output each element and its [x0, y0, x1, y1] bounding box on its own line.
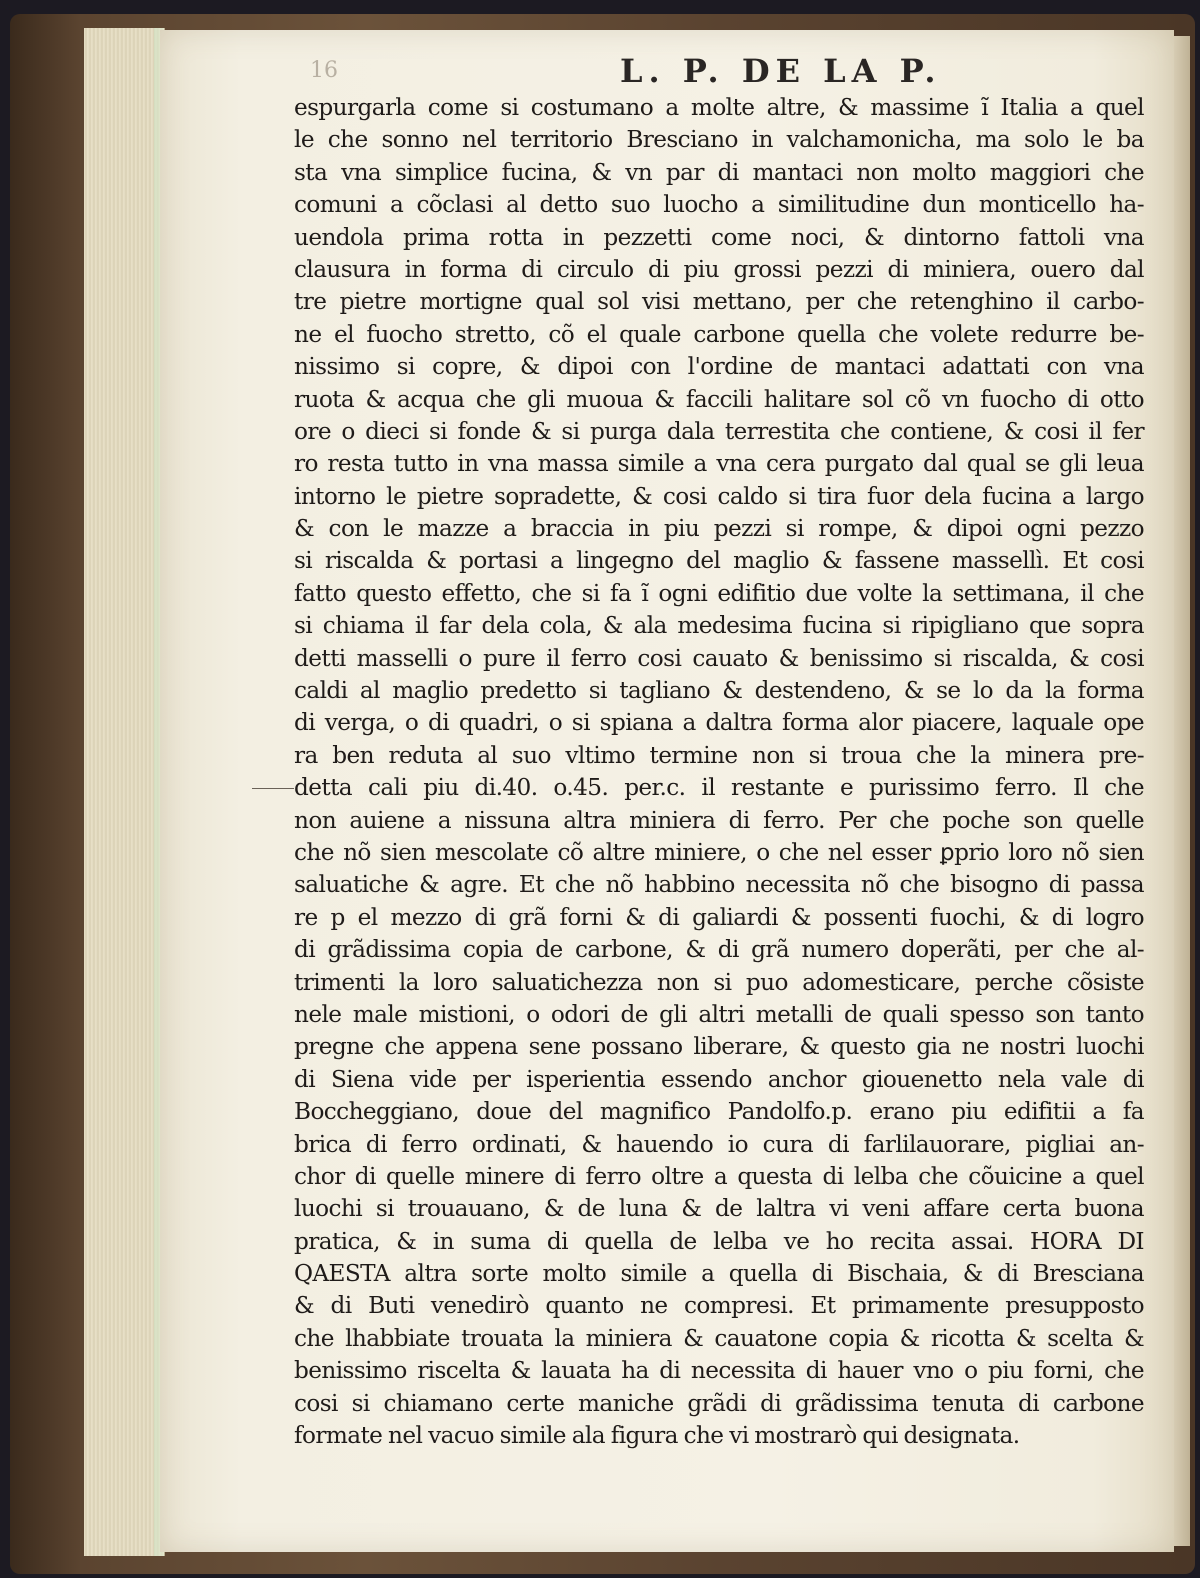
- text-line: trimenti la loro saluatichezza non si puo adomesticare, perche cõsiste: [294, 968, 1144, 996]
- text-line: di Siena vide per isperientia essendo anchor giouenetto nela vale di: [294, 1065, 1144, 1093]
- text-line: formate nel vacuo simile ala figura che vi mostrarò qui designata.: [294, 1422, 1020, 1450]
- text-line: pregne che appena sene possano liberare, & questo gia ne nostri luochi: [294, 1033, 1144, 1061]
- text-line: & con le mazze a braccia in piu pezzi si rompe, & dipoi ogni pezzo: [294, 515, 1144, 543]
- text-line: che lhabbiate trouata la miniera & cauatone copia & ricotta & scelta &: [294, 1324, 1144, 1352]
- text-line: nele male mistioni, o odori de gli altri metalli de quali spesso son tanto: [294, 1000, 1144, 1028]
- text-line: cosi si chiamano certe maniche grãdi di grãdissima tenuta di carbone: [294, 1389, 1144, 1417]
- text-line: ore o dieci si fonde & si purga dala terrestita che contiene, & cosi il fer: [294, 417, 1144, 445]
- text-line: ro resta tutto in vna massa simile a vna cera purgato dal qual se gli leua: [294, 450, 1144, 478]
- text-line: le che sonno nel territorio Bresciano in valchamonicha, ma solo le ba: [294, 126, 1144, 154]
- text-line: nissimo si copre, & dipoi con l'ordine de mantaci adattati con vna: [294, 353, 1144, 381]
- text-line: di verga, o di quadri, o si spiana a daltra forma alor piacere, laquale ope: [294, 709, 1144, 737]
- text-line: saluatiche & agre. Et che nõ habbino necessita nõ che bisogno di passa: [294, 871, 1144, 899]
- text-line: di grãdissima copia de carbone, & di grã numero doperãti, per che al-: [294, 936, 1144, 964]
- text-line: caldi al maglio predetto si tagliano & destendeno, & se lo da la forma: [294, 677, 1144, 705]
- text-line: fatto questo effetto, che si fa ĩ ogni edifitio due volte la settimana, il che: [294, 579, 1144, 607]
- text-line: si riscalda & portasi a lingegno del maglio & fassene massellì. Et cosi: [294, 547, 1144, 575]
- text-line: comuni a cõclasi al detto suo luocho a similitudine dun monticello ha-: [294, 191, 1144, 219]
- page-header: [290, 52, 1150, 92]
- margin-mark: [252, 788, 294, 789]
- text-line: re p el mezzo di grã forni & di galiardi & possenti fuochi, & di logro: [294, 903, 1144, 931]
- text-line: clausura in forma di circulo di piu grossi pezzi di miniera, ouero dal: [294, 255, 1144, 283]
- text-line: detta cali piu di.40. o.45. per.c. il restante e purissimo ferro. Il che: [294, 774, 1144, 802]
- text-line: Boccheggiano, doue del magnifico Pandolfo.p. erano piu edifitii a fa: [294, 1098, 1144, 1126]
- text-line: detti masselli o pure il ferro cosi cauato & benissimo si riscalda, & cosi: [294, 644, 1144, 672]
- text-line: ne el fuocho stretto, cõ el quale carbone quella che volete redurre be-: [294, 320, 1144, 348]
- page-edges: [84, 28, 165, 1556]
- text-line: ruota & acqua che gli muoua & faccili halitare sol cõ vn fuocho di otto: [294, 385, 1144, 413]
- text-line: si chiama il far dela cola, & ala medesima fucina si ripigliano que sopra: [294, 612, 1144, 640]
- running-head: L. P. DE LA P.: [620, 52, 942, 90]
- text-line: uendola prima rotta in pezzetti come noci, & dintorno fattoli vna: [294, 223, 1144, 251]
- text-line: brica di ferro ordinati, & hauendo io cura di farlilauorare, pigliai an-: [294, 1130, 1144, 1158]
- text-line: benissimo riscelta & lauata ha di necessita di hauer vno o piu forni, che: [294, 1357, 1144, 1385]
- text-line: chor di quelle minere di ferro oltre a questa di lelba che cõuicine a quel: [294, 1162, 1144, 1190]
- text-line: espurgarla come si costumano a molte altre, & massime ĩ Italia a quel: [294, 94, 1144, 121]
- text-line: pratica, & in suma di quella de lelba ve ho recita assai. HORA DI: [294, 1227, 1144, 1255]
- facing-page-edge: [1172, 36, 1190, 1546]
- text-line: non auiene a nissuna altra miniera di ferro. Per che poche son quelle: [294, 806, 1144, 834]
- text-line: luochi si trouauano, & de luna & de laltra vi veni affare certa buona: [294, 1195, 1144, 1223]
- text-line: che nõ sien mescolate cõ altre miniere, o che nel esser ꝑprio loro nõ sien: [294, 838, 1144, 866]
- text-line: tre pietre mortigne qual sol visi mettano, per che retenghino il carbo-: [294, 288, 1144, 316]
- text-line: sta vna simplice fucina, & vn par di mantaci non molto maggiori che: [294, 158, 1144, 186]
- folio-number: 16: [310, 58, 338, 83]
- text-line: & di Buti venedirò quanto ne compresi. Et primamente presupposto: [294, 1292, 1144, 1320]
- text-line: intorno le pietre sopradette, & cosi caldo si tira fuor dela fucina a largo: [294, 482, 1144, 510]
- text-line: ra ben reduta al suo vltimo termine non si troua che la minera pre-: [294, 741, 1144, 769]
- body-text: [294, 92, 1144, 1452]
- text-line: QAESTA altra sorte molto simile a quella di Bischaia, & di Bresciana: [294, 1260, 1144, 1288]
